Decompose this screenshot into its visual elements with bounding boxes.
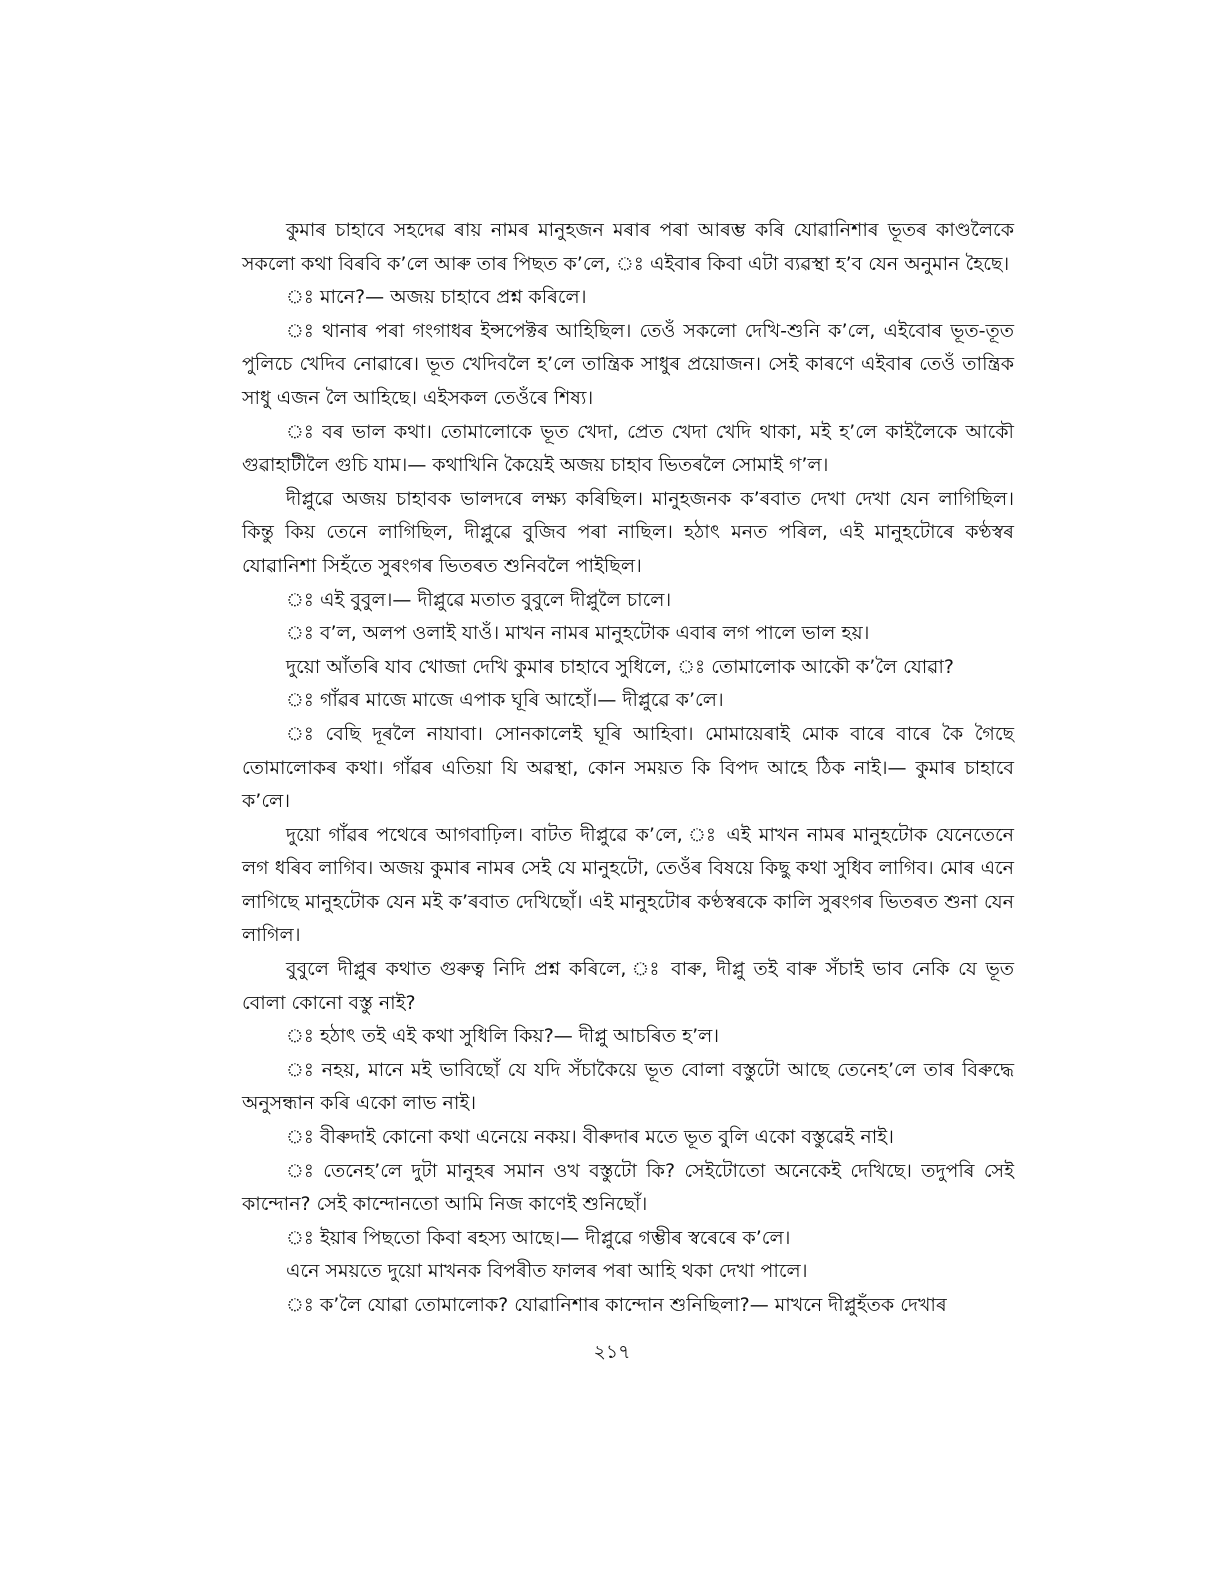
- paragraph: ঃ নহয়, মানে মই ভাবিছোঁ যে যদি সঁচাকৈয়ে ভূত বোলা বস্তুটো আছে তেনেহ’লে তাৰ বিৰুদ্ধে অনুসন্ধান কৰি একো লাভ নাই।: [242, 1058, 1014, 1115]
- page-body: [242, 214, 1014, 1364]
- paragraph: দুয়ো গাঁৱৰ পথেৰে আগবাঢ়িল। বাটত দীপ্লুৱে ক’লে, ঃ এই মাখন নামৰ মানুহটোক যেনেতেনে লগ ধৰিব লাগিব। অজয় কুমাৰ নামৰ সেই যে মানুহটো, তেওঁৰ বিষয়ে কিছু কথা সুধিব লাগিব। মোৰ এনে লাগিছে মানুহটোক যেন মই ক’ৰবাত দেখিছোঁ। এই মানুহটোৰ কণ্ঠস্বৰকে কালি সুৰংগৰ ভিতৰত শুনা যেন লাগিল।: [242, 823, 1014, 947]
- paragraph: ঃ ক’লৈ যোৱা তোমালোক? যোৱানিশাৰ কান্দোন শুনিছিলা?— মাখনে দীপ্লুহঁতক দেখাৰ: [286, 1294, 947, 1316]
- paragraph: দীপ্লুৱে অজয় চাহাবক ভালদৰে লক্ষ্য কৰিছিল। মানুহজনক ক’ৰবাত দেখা দেখা যেন লাগিছিল। কিন্তু কিয় তেনে লাগিছিল, দীপ্লুৱে বুজিব পৰা নাছিল। হঠাৎ মনত পৰিল, এই মানুহটোৰে কণ্ঠস্বৰ যোৱানিশা সিহঁতে সুৰংগৰ ভিতৰত শুনিবলৈ পাইছিল।: [242, 487, 1014, 577]
- paragraph: ঃ গাঁৱৰ মাজে মাজে এপাক ঘূৰি আহোঁ।— দীপ্লুৱে ক’লে।: [286, 689, 724, 712]
- paragraph: ঃ ইয়াৰ পিছতো কিবা ৰহস্য আছে।— দীপ্লুৱে গম্ভীৰ স্বৰেৰে ক’লে।: [286, 1226, 791, 1249]
- paragraph: ঃ মানে?— অজয় চাহাবে প্ৰশ্ন কৰিলে।: [286, 286, 587, 309]
- paragraph: ঃ তেনেহ’লে দুটা মানুহৰ সমান ওখ বস্তুটো কি? সেইটোতো অনেকেই দেখিছে। তদুপৰি সেই কান্দোন? সেই কান্দোনতো আমি নিজ কাণেই শুনিছোঁ।: [242, 1159, 1014, 1216]
- paragraph: ঃ এই বুবুল।— দীপ্লুৱে মতাত বুবুলে দীপ্লুলৈ চালে।: [286, 588, 672, 611]
- paragraph: দুয়ো আঁতৰি যাব খোজা দেখি কুমাৰ চাহাবে সুধিলে, ঃ তোমালোক আকৌ ক’লৈ যোৱা?: [286, 655, 955, 678]
- paragraph: ঃ বেছি দূৰলৈ নাযাবা। সোনকালেই ঘূৰি আহিবা। মোমায়েৰাই মোক বাৰে বাৰে কৈ গৈছে তোমালোকৰ কথা। গাঁৱৰ এতিয়া যি অৱস্থা, কোন সময়ত কি বিপদ আহে ঠিক নাই।— কুমাৰ চাহাবে ক’লে।: [242, 722, 1014, 813]
- page-number: ২১৭: [593, 1341, 631, 1363]
- paragraph: ঃ থানাৰ পৰা গংগাধৰ ইন্সপেক্টৰ আহিছিল। তেওঁ সকলো দেখি-শুনি ক’লে, এইবোৰ ভূত-তূত পুলিচে খেদিব নোৱাৰে। ভূত খেদিবলৈ হ’লে তান্ত্রিক সাধুৰ প্ৰয়োজন। সেই কাৰণে এইবাৰ তেওঁ তান্ত্রিক সাধু এজন লৈ আহিছে। এইসকল তেওঁৰে শিষ্য।: [242, 319, 1014, 409]
- paragraph: এনে সময়তে দুয়ো মাখনক বিপৰীত ফালৰ পৰা আহি থকা দেখা পালে।: [286, 1260, 808, 1283]
- paragraph: ঃ ব’ল, অলপ ওলাই যাওঁ। মাখন নামৰ মানুহটোক এবাৰ লগ পালে ভাল হয়।: [286, 622, 870, 645]
- paragraph: ঃ বীৰুদাই কোনো কথা এনেয়ে নকয়। বীৰুদাৰ মতে ভূত বুলি একো বস্তুৱেই নাই।: [286, 1126, 894, 1149]
- paragraph: ঃ হঠাৎ তই এই কথা সুধিলি কিয়?— দীপ্লু আচৰিত হ’ল।: [286, 1025, 720, 1048]
- paragraph: ঃ বৰ ভাল কথা। তোমালোকে ভূত খেদা, প্ৰেত খেদা খেদি থাকা, মই হ’লে কাইলৈকে আকৌ গুৱাহাটীলৈ গুচি যাম।— কথাখিনি কৈয়েই অজয় চাহাব ভিতৰলৈ সোমাই গ’ল।: [242, 420, 1014, 477]
- paragraph: কুমাৰ চাহাবে সহদেৱ ৰায় নামৰ মানুহজন মৰাৰ পৰা আৰম্ভ কৰি যোৱানিশাৰ ভূতৰ কাণ্ডলৈকে সকলো কথা বিৰবি ক’লে আৰু তাৰ পিছত ক’লে, ঃ এইবাৰ কিবা এটা ব্যৱস্থা হ’ব যেন অনুমান হৈছে।: [242, 219, 1014, 275]
- paragraph: বুবুলে দীপ্লুৰ কথাত গুৰুত্ব নিদি প্ৰশ্ন কৰিলে, ঃ বাৰু, দীপ্লু তই বাৰু সঁচাই ভাব নেকি যে ভূত বোলা কোনো বস্তু নাই?: [242, 958, 1014, 1014]
